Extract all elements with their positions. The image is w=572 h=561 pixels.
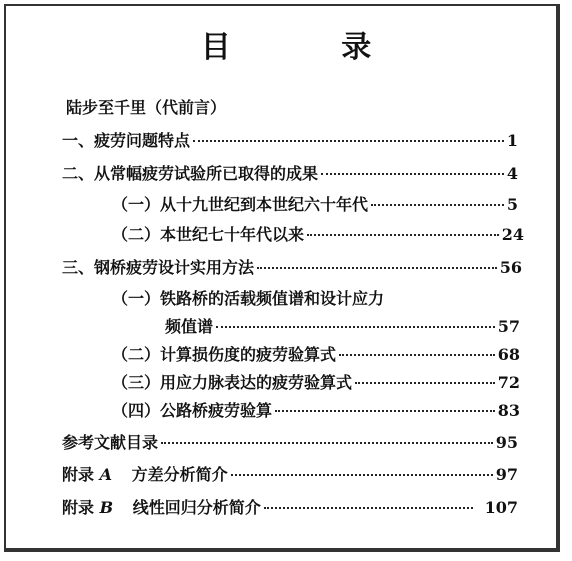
toc-entry-page: 56 bbox=[499, 258, 522, 277]
dot-leader bbox=[307, 234, 499, 236]
appendix-letter: B bbox=[99, 498, 114, 517]
toc-entry-page: 1 bbox=[506, 131, 518, 150]
toc-entry-3-1[interactable] bbox=[112, 286, 472, 309]
toc-entry-page: 107 bbox=[484, 498, 518, 517]
dot-leader bbox=[355, 382, 495, 384]
appendix-letter: A bbox=[99, 465, 113, 484]
appendix-prefix: 附录 bbox=[62, 498, 95, 517]
toc-entry-label: （二）计算损伤度的疲劳验算式 bbox=[112, 345, 337, 364]
dot-leader bbox=[193, 140, 504, 142]
dot-leader bbox=[231, 474, 493, 476]
toc-entry-page: 72 bbox=[497, 373, 520, 392]
page-title: 目 录 bbox=[200, 30, 422, 65]
dot-leader bbox=[321, 173, 504, 175]
toc-entry-label: 频值谱 bbox=[165, 317, 214, 336]
toc-entry-page: 68 bbox=[497, 345, 520, 364]
toc-entry-2-2[interactable] bbox=[112, 222, 524, 245]
dot-leader bbox=[161, 442, 493, 444]
toc-entry-label: 二、从常幅疲劳试验所已取得的成果 bbox=[62, 164, 319, 183]
appendix-prefix: 附录 bbox=[62, 465, 95, 484]
toc-entry-page: 4 bbox=[506, 164, 518, 183]
toc-entry-1[interactable] bbox=[62, 128, 518, 151]
toc-entry-page: 95 bbox=[495, 433, 518, 452]
toc-entry-label: （四）公路桥疲劳验算 bbox=[112, 401, 273, 420]
toc-entry-3-2[interactable] bbox=[112, 342, 520, 365]
toc-entry-page: 83 bbox=[497, 401, 520, 420]
toc-entry-page: 97 bbox=[495, 465, 518, 484]
dot-leader bbox=[216, 326, 495, 328]
dot-leader bbox=[371, 204, 504, 206]
toc-entry-label bbox=[62, 462, 228, 485]
toc-entry-3-1-cont[interactable] bbox=[165, 314, 520, 337]
toc-entry-page: 57 bbox=[497, 317, 520, 336]
toc-entry-appendix-a[interactable] bbox=[62, 462, 518, 485]
toc-entry-preface[interactable] bbox=[66, 95, 366, 118]
toc-entry-3[interactable] bbox=[62, 255, 522, 278]
toc-entry-references[interactable] bbox=[62, 430, 518, 453]
toc-entry-label: （一）从十九世纪到本世纪六十年代 bbox=[112, 195, 369, 214]
dot-leader bbox=[339, 354, 495, 356]
toc-entry-label: （三）用应力脉表达的疲劳验算式 bbox=[112, 373, 353, 392]
toc-entry-page: 24 bbox=[501, 225, 524, 244]
dot-leader bbox=[264, 507, 473, 509]
appendix-title: 方差分析简介 bbox=[131, 465, 228, 484]
toc-entry-label: 参考文献目录 bbox=[62, 433, 159, 452]
toc-entry-label bbox=[62, 495, 261, 518]
toc-entry-3-4[interactable] bbox=[112, 398, 520, 421]
toc-entry-3-3[interactable] bbox=[112, 370, 520, 393]
appendix-title: 线性回归分析简介 bbox=[132, 498, 261, 517]
toc-entry-label: 陆步至千里（代前言） bbox=[66, 98, 227, 117]
dot-leader bbox=[275, 410, 495, 412]
toc-entry-2-1[interactable] bbox=[112, 192, 518, 215]
toc-entry-2[interactable] bbox=[62, 161, 518, 184]
toc-entry-label: 一、疲劳问题特点 bbox=[62, 131, 191, 150]
toc-entry-appendix-b[interactable] bbox=[62, 495, 518, 518]
toc-entry-label: 三、钢桥疲劳设计实用方法 bbox=[62, 258, 255, 277]
toc-entry-label: （二）本世纪七十年代以来 bbox=[112, 225, 305, 244]
dot-leader bbox=[257, 267, 497, 269]
toc-entry-label: （一）铁路桥的活载频值谱和设计应力 bbox=[112, 289, 385, 308]
toc-entry-page: 5 bbox=[506, 195, 518, 214]
